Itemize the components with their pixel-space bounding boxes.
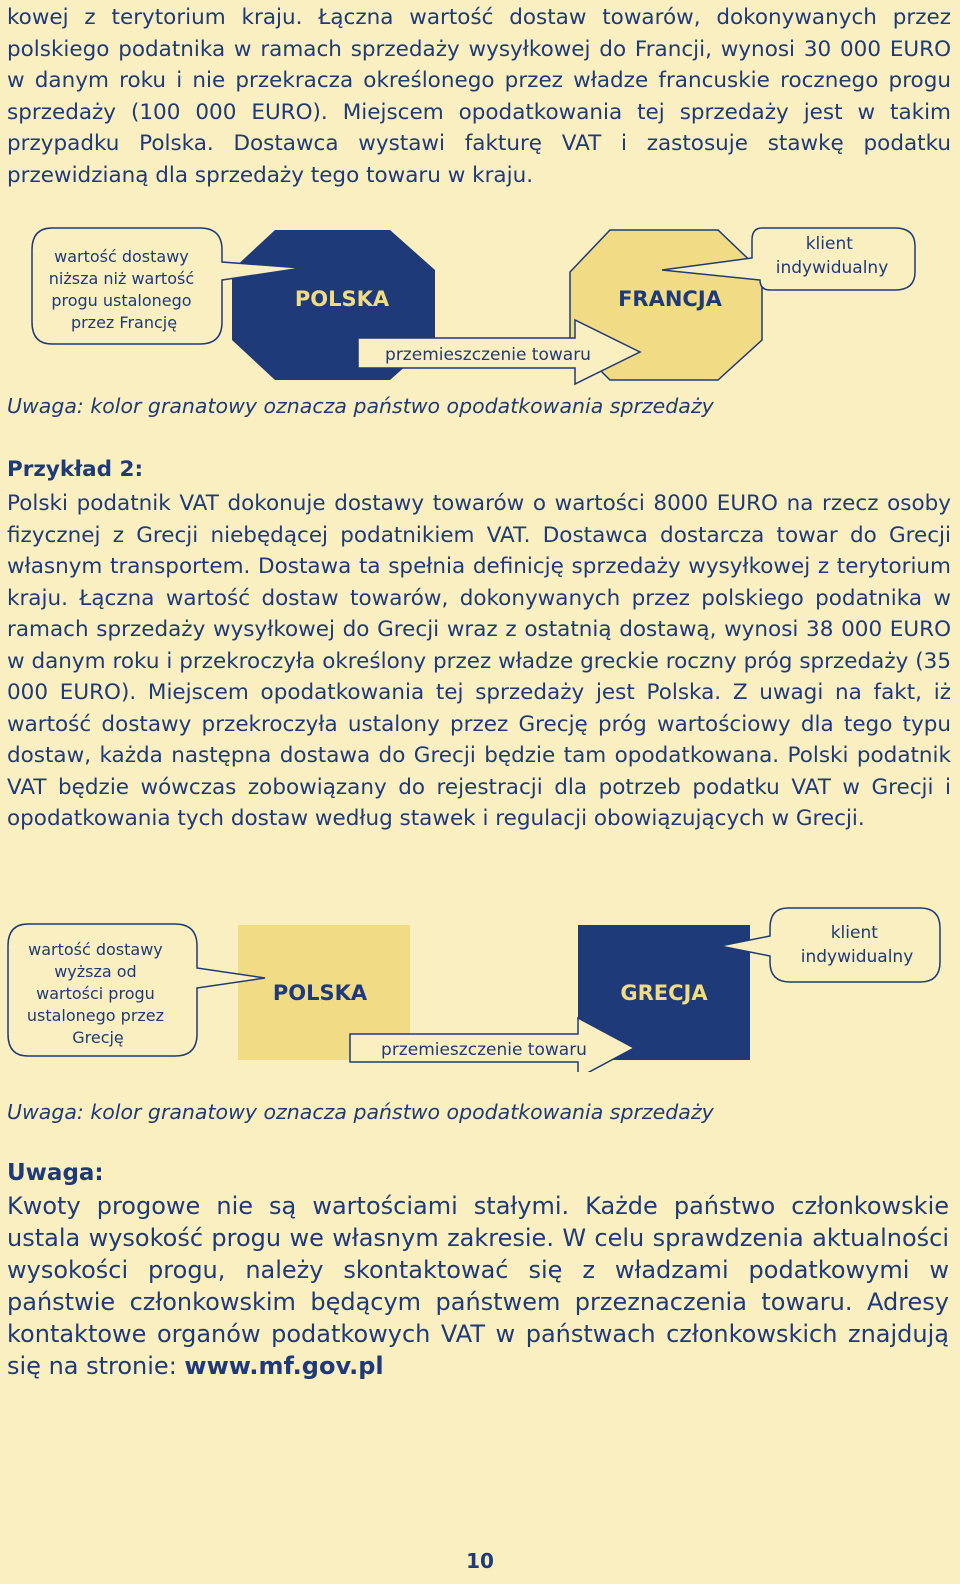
example-heading: Przykład 2: (7, 457, 144, 482)
ministry-website-link[interactable]: www.mf.gov.pl (184, 1352, 384, 1380)
warning-text: Kwoty progowe nie są wartościami stałymi. Każde państwo członkowskie ustala wysokość progu we własnym zakresie. W celu sprawdzenia aktualności wysokości progu, należy skontaktować się z władzami podatkowymi w państwie członkowskim będącym państwem przeznaczenia towaru. Adresy kontaktowe organów podatkowych VAT w państwach członkowskich znajdują się na stronie: (7, 1192, 949, 1380)
destination-country-label: GRECJA (620, 981, 708, 1005)
warning-heading: Uwaga: (7, 1160, 104, 1186)
diagram-france (0, 222, 960, 392)
intro-paragraph: kowej z terytorium kraju. Łączna wartość dostaw towarów, dokonywanych przez polskiego podatnika w ramach sprzedaży wysyłkowej do Francji, wynosi 30 000 EURO w danym roku i nie przekracza określonego przez władze francuskie rocznego progu sprzedaży (100 000 EURO). Miejscem opodatkowania tej sprzedaży jest w takim przypadku Polska. Dostawca wystawi fakturę VAT i zastosuje stawkę podatku przewidzianą dla sprzedaży tego towaru w kraju. (7, 5, 951, 188)
page-number: 10 (466, 1549, 494, 1573)
arrow-label: przemieszczenie towaru (385, 345, 591, 365)
origin-country-label: POLSKA (294, 287, 390, 311)
diagram-note: Uwaga: kolor granatowy oznacza państwo opodatkowania sprzedaży (7, 1100, 714, 1124)
origin-country-label: POLSKA (272, 981, 368, 1005)
arrow-label: przemieszczenie towaru (381, 1040, 587, 1060)
destination-country-label: FRANCJA (618, 287, 722, 311)
diagram-greece (0, 902, 960, 1072)
customer-callout (720, 908, 940, 982)
diagram-note: Uwaga: kolor granatowy oznacza państwo opodatkowania sprzedaży (7, 394, 714, 418)
customer-text: klient indywidualny (775, 234, 889, 278)
warning-paragraph (7, 1190, 949, 1382)
customer-text: klient indywidualny (800, 923, 914, 967)
example-paragraph: Polski podatnik VAT dokonuje dostawy towarów o wartości 8000 EURO na rzecz osoby fizycznej z Grecji niebędącej podatnikiem VAT. Dostawca dostarcza towar do Grecji własnym transportem. Dostawa ta spełnia definicję sprzedaży wysyłkowej z terytorium kraju. Łączna wartość dostaw towarów, dokonywanych przez polskiego podatnika w ramach sprzedaży wysyłkowej do Grecji wraz z ostatnią dostawą, wynosi 38 000 EURO w danym roku i przekroczyła określony przez władze greckie roczny próg sprzedaży (35 000 EURO). Miejscem opodatkowania tej sprzedaży jest Polska. Z uwagi na fakt, iż wartość dostawy przekroczyła ustalony przez Grecję próg wartościowy dla tego typu dostaw, każda następna dostawa do Grecji będzie tam opodatkowana. Polski podatnik VAT będzie wówczas zobowiązany do rejestracji dla potrzeb podatku VAT w Grecji i opodatkowania tych dostaw według stawek i regulacji obowiązujących w Grecji. (7, 491, 951, 831)
threshold-text: wartość dostawy wyższa od wartości progu ustalonego przez Grecję (26, 940, 165, 1047)
threshold-text: wartość dostawy niższa niż wartość progu ustalonego przez Francję (48, 247, 195, 332)
